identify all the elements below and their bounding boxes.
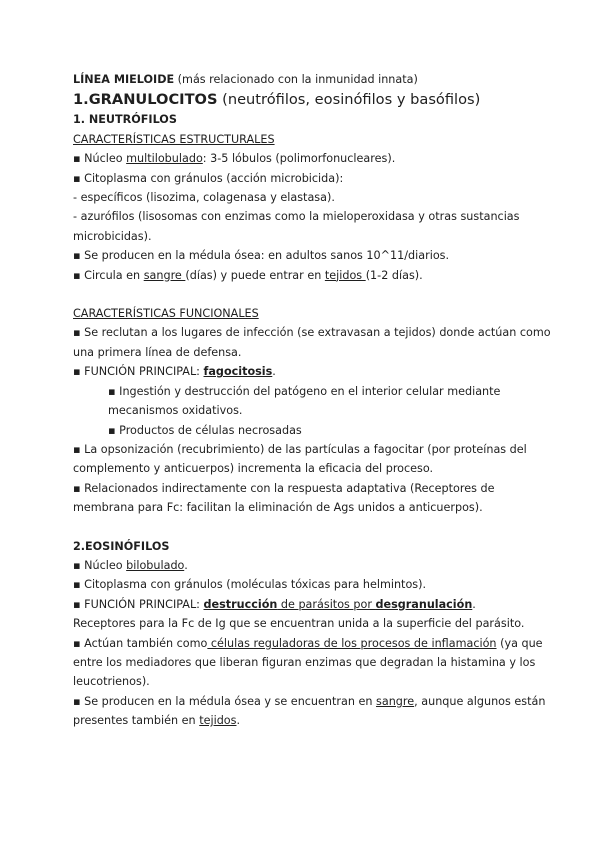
linea-title: LÍNEA MIELOIDE [73, 73, 175, 86]
text-span: presentes también en [73, 714, 200, 728]
paragraph-line: una primera línea de defensa. [73, 345, 242, 359]
funcionales-heading: CARACTERÍSTICAS FUNCIONALES [73, 307, 259, 321]
paragraph-line: leucotrienos). [73, 675, 150, 689]
text-span: ▪ Se producen en la médula ósea y se encuentran en [73, 694, 377, 708]
paragraph-line: ▪ Se producen en la médula ósea: en adultos sanos 10^11/diarios. [73, 249, 450, 263]
underlined-term: tejidos [199, 714, 237, 728]
underlined-term: sangre [143, 268, 186, 282]
text-span: ▪ Núcleo [73, 558, 127, 572]
granulocitos-heading [73, 89, 543, 110]
linea-mieloide-heading [73, 70, 543, 89]
document-content [73, 70, 551, 731]
text-span: . [184, 558, 188, 572]
paragraph-line: Receptores para la Fc de Ig que se encuentran unida a la superficie del parásito. [73, 617, 525, 631]
paragraph-line: membrana para Fc: facilitan la eliminación de Ags unidos a anticuerpos). [73, 501, 483, 515]
paragraph-line [73, 362, 543, 381]
text-span: ▪ Actúan también como [73, 636, 208, 650]
paragraph-line: - específicos (lisozima, colagenasa y elastasa). [73, 191, 335, 205]
text-span: (ya que [496, 636, 543, 650]
underlined-term: destrucción [203, 597, 278, 611]
text-span: : 3-5 lóbulos (polimorfonucleares). [202, 152, 396, 166]
underlined-term: células reguladoras de los procesos de inflamación [207, 636, 497, 650]
underlined-term: de parásitos por [277, 597, 376, 611]
paragraph-line [73, 266, 543, 285]
paragraph-line: ▪ Relacionados indirectamente con la respuesta adaptativa (Receptores de [73, 481, 495, 495]
text-span: (1-2 días). [365, 268, 423, 282]
linea-subtitle: (más relacionado con la inmunidad innata) [174, 73, 418, 86]
paragraph-line [73, 149, 543, 168]
underlined-term: bilobulado [126, 558, 185, 572]
paragraph-line: entre los mediadores que liberan figuran enzimas que degradan la histamina y los [73, 655, 536, 669]
neutrofilos-heading: 1. NEUTRÓFILOS [73, 113, 177, 127]
indented-line: ▪ Productos de células necrosadas [108, 423, 302, 437]
underlined-term: tejidos [324, 268, 366, 282]
paragraph-line [73, 692, 546, 711]
underlined-term: fagocitosis [203, 365, 273, 379]
paragraph-line [73, 595, 543, 614]
granulocitos-title: 1.GRANULOCITOS [73, 91, 218, 109]
text-span: , aunque algunos están [414, 694, 546, 708]
paragraph-line: - azurófilos (lisosomas con enzimas como la mieloperoxidasa y otras sustancias [73, 210, 520, 224]
underlined-term: multilobulado [126, 152, 203, 166]
eosinofilos-heading: 2.EOSINÓFILOS [73, 539, 170, 553]
text-span: ▪ FUNCIÓN PRINCIPAL: [73, 597, 204, 611]
text-span: ▪ Núcleo [73, 152, 127, 166]
text-span: . [472, 597, 476, 611]
paragraph-line: ▪ Citoplasma con gránulos (acción microbicida): [73, 171, 344, 185]
paragraph-line: ▪ Citoplasma con gránulos (moléculas tóxicas para helmintos). [73, 578, 427, 592]
paragraph-line: ▪ La opsonización (recubrimiento) de las partículas a fagocitar (por proteínas del [73, 442, 527, 456]
text-span: . [236, 714, 241, 728]
paragraph-line: complemento y anticuerpos) incrementa la eficacia del proceso. [73, 462, 434, 476]
text-span: ▪ Circula en [73, 268, 144, 282]
underlined-term: sangre [376, 694, 415, 708]
paragraph-line [73, 711, 543, 730]
spacer [73, 518, 543, 537]
spacer [73, 285, 543, 304]
underlined-term: desgranulación [375, 597, 473, 611]
paragraph-line [73, 556, 543, 575]
estructurales-heading: CARACTERÍSTICAS ESTRUCTURALES [73, 132, 275, 146]
paragraph-line: ▪ Se reclutan a los lugares de infección (se extravasan a tejidos) donde actúan como [73, 326, 551, 340]
paragraph-line [73, 634, 543, 653]
granulocitos-subtitle: (neutrófilos, eosinófilos y basófilos) [217, 91, 481, 109]
text-span: . [272, 365, 276, 379]
text-span: ▪ FUNCIÓN PRINCIPAL: [73, 365, 204, 379]
text-span: (días) y puede entrar en [185, 268, 325, 282]
indented-line: ▪ Ingestión y destrucción del patógeno en el interior celular mediante [108, 384, 501, 398]
paragraph-line: microbicidas). [73, 229, 152, 243]
indented-line: mecanismos oxidativos. [108, 404, 243, 418]
